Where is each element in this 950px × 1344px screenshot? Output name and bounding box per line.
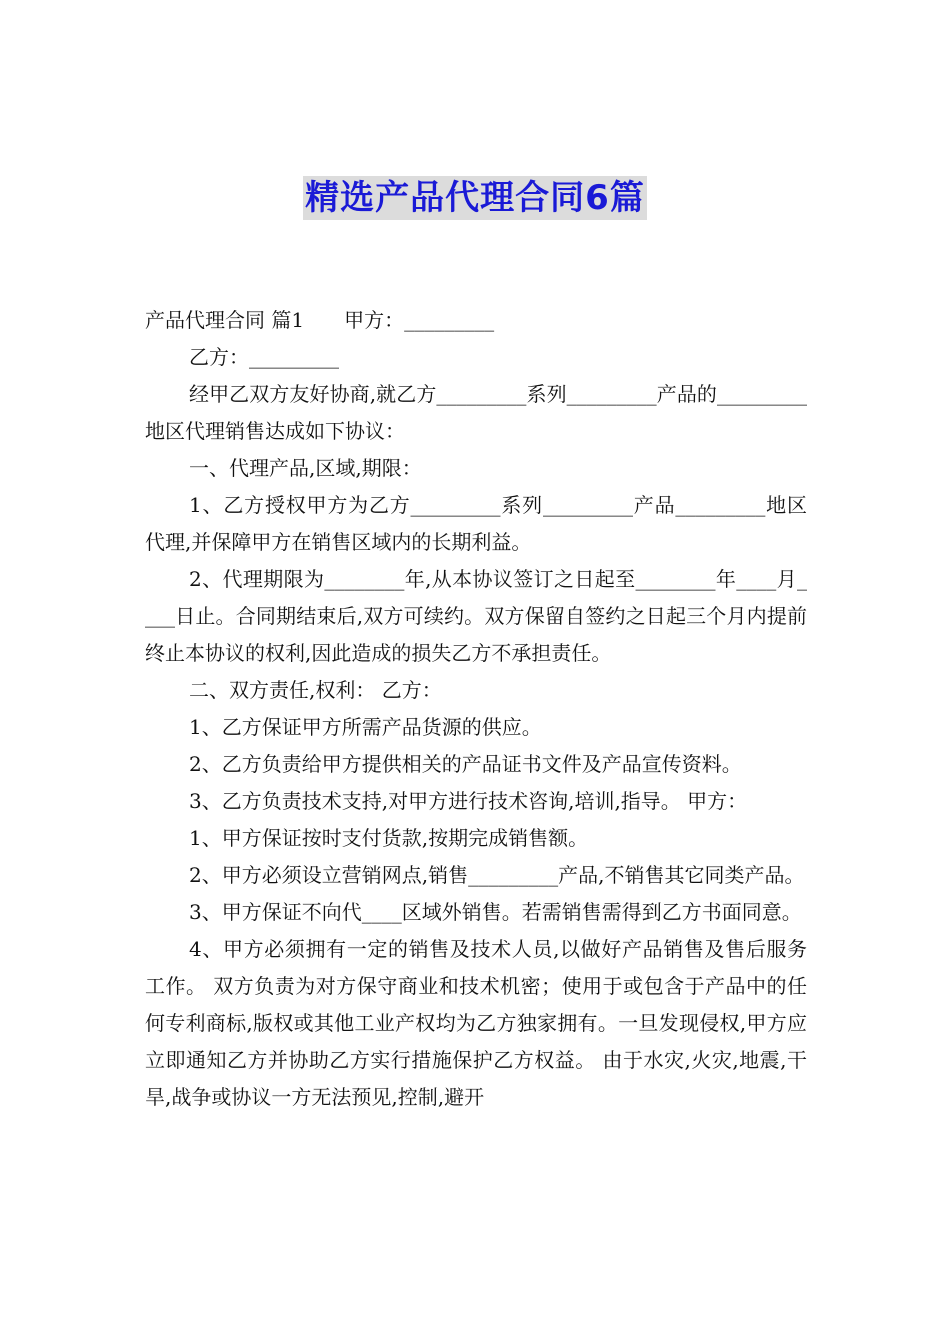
paragraph [145, 302, 807, 339]
paragraph: 3、甲方保证不向代____区域外销售。若需销售需得到乙方书面同意。 [189, 900, 802, 924]
paragraph: 1、乙方保证甲方所需产品货源的供应。 [189, 715, 542, 739]
paragraph: 2、代理期限为________年,从本协议签订之日起至________年____月____日止。合同期结束后,双方可续约。双方保留自签约之日起三个月内提前终止本协议的权利,因此造成的损失乙方不承担责任。 [145, 567, 807, 665]
paragraph: 一、代理产品,区域,期限： [189, 456, 422, 480]
paragraph: 1、乙方授权甲方为乙方_________系列_________产品_________地区代理,并保障甲方在销售区域内的长期利益。 [145, 493, 807, 554]
paragraph: 乙方：_________ [189, 345, 339, 369]
paragraph: 4、甲方必须拥有一定的销售及技术人员,以做好产品销售及售后服务工作。 双方负责为对方保守商业和技术机密；使用于或包含于产品中的任何专利商标,版权或其他工业产权均为乙方独家拥有。一旦发现侵权,甲方应立即通知乙方并协助乙方实行措施保护乙方权益。 由于水灾,火灾,地震,干旱,战争或协议一方无法预见,控制,避开 [145, 937, 807, 1109]
paragraph: 2、甲方必须设立营销网点,销售_________产品,不销售其它同类产品。 [189, 863, 805, 887]
section-heading: 产品代理合同 篇1 [145, 308, 305, 332]
title-wrap [0, 176, 950, 220]
paragraph: 二、双方责任,权利： 乙方： [189, 678, 442, 702]
paragraph: 经甲乙双方友好协商,就乙方_________系列_________产品的_________地区代理销售达成如下协议： [145, 382, 807, 443]
paragraph: 1、甲方保证按时支付货款,按期完成销售额。 [189, 826, 589, 850]
document-title: 精选产品代理合同6篇 [305, 178, 645, 218]
paragraph: 2、乙方负责给甲方提供相关的产品证书文件及产品宣传资料。 [189, 752, 742, 776]
document-body [145, 302, 807, 1116]
party-a-line: 甲方：_________ [344, 308, 495, 332]
paragraph: 3、乙方负责技术支持,对甲方进行技术咨询,培训,指导。 甲方： [189, 789, 748, 813]
